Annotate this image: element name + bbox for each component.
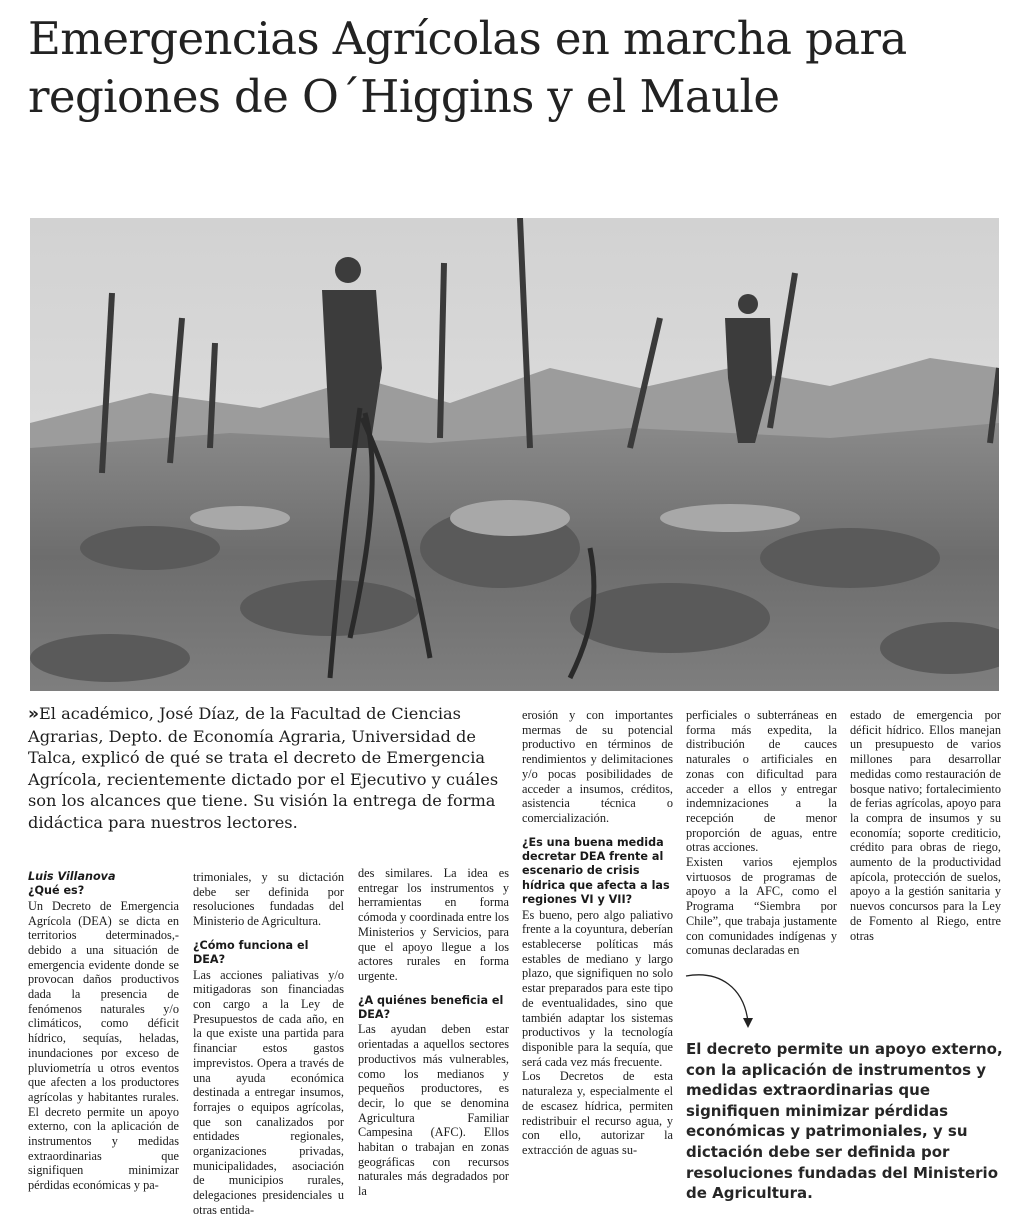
body-paragraph: perficiales o subterráneas en forma más expedita, la distribución de cauces naturales o artificiales en zonas con dificultad para acceder a ellos y entregar indemnizaciones a la recepción de menor proporción de aguas, entre otras acciones. — [686, 708, 837, 855]
lead-text: El académico, José Díaz, de la Facultad de Ciencias Agrarias, Depto. de Economía Agraria, Universidad de Talca, explicó de qué se trata el decreto de Emergencia Agrícola, recientemente dictado por el Ejecutivo y cuáles son los alcances que tiene. Su visión la entrega de forma didáctica para nuestros lectores. — [28, 704, 499, 832]
headline-line-2: regiones de O´Higgins y el Maule — [28, 70, 780, 123]
body-paragraph: Las acciones paliativas y/o mitigadoras son financiadas con cargo a la Ley de Presupuestos de cada año, en la que existe una partida para financiar estos gastos imprevistos. Opera a través de una ayuda económica destinada a entregar insumos, forrajes o equipos agrícolas, que son canalizados por entidades regionales, organizaciones privadas, municipalidades, asociación de municipios rurales, delegaciones presidenciales u otras entida- — [193, 967, 344, 1217]
article-column-2 — [193, 870, 344, 1218]
article-column-3 — [358, 866, 509, 1199]
body-paragraph: Es bueno, pero algo paliativo frente a la coyuntura, deberían establecerse políticas más estables de mediano y largo plazo, que signifiquen no solo estar preparados para este tipo de eventualidades, sino que también adaptar los sistemas productivos y la tecnología disponible para la sequía, que será cada vez más frecuente. — [522, 907, 673, 1069]
farm-field-photo — [30, 218, 999, 691]
pull-quote: El decreto permite un apoyo externo, con la aplicación de instrumentos y medidas extraordinarias que signifiquen minimizar pérdidas económicas y patrimoniales, y su dictación debe ser definida por resoluciones fundadas del Ministerio de Agricultura. — [686, 1040, 1003, 1203]
article-column-1 — [28, 870, 179, 1193]
body-paragraph: des similares. La idea es entregar los instrumentos y herramientas en forma cómoda y coordinada entre los Ministerios y Servicios, para que el apoyo llegue a los actores rurales en forma urgente. — [358, 866, 509, 983]
farm-field-photo-icon — [30, 218, 999, 691]
byline: Luis Villanova — [28, 870, 116, 883]
body-paragraph: erosión y con importantes mermas de su potencial productivo en términos de rendimientos y delimitaciones y/o pocas posibilidades de acceder a insumos, créditos, asistencia técnica o comercialización. — [522, 708, 673, 825]
headline — [28, 10, 1018, 126]
article-column-6 — [850, 708, 1001, 943]
body-paragraph: Existen varios ejemplos virtuosos de programas de apoyo a la AFC, como el Programa “Siembra por Chile”, que trabaja justamente con comunidades indígenas y comunas declaradas en — [686, 855, 837, 958]
body-paragraph: trimoniales, y su dictación debe ser definida por resoluciones fundadas del Ministerio de Agricultura. — [193, 870, 344, 929]
body-paragraph: Las ayudan deben estar orientadas a aquellos sectores productivos más vulnerables, como los medianos y pequeños productores, es decir, lo que se denomina Agricultura Familiar Campesina (AFC). Ellos habitan o trabajan en zonas geográficas con recursos naturales más degradados por la — [358, 1022, 509, 1199]
curved-arrow-icon — [680, 968, 770, 1034]
subheading-como-funciona: ¿Cómo funciona el DEA? — [193, 938, 309, 967]
subheading-es-una-buena-medida: ¿Es una buena medida decretar DEA frente al escenario de crisis hídrica que afecta a las regiones VI y VII? — [522, 835, 670, 907]
subheading-a-quienes-beneficia: ¿A quiénes beneficia el DEA? — [358, 993, 504, 1022]
lead-paragraph — [28, 703, 506, 834]
article-column-4 — [522, 708, 673, 1158]
body-paragraph: Un Decreto de Emergencia Agrícola (DEA) se dicta en territorios determinados,- debido a una situación de emergencia evidente donde se provocan daños productivos dada la presencia de fenómenos naturales y/o climáticos, como déficit hídrico, sequías, heladas, inundaciones por exceso de pluviometría u otros eventos que afecten a los productores agrícolas y habitantes rurales. El decreto permite un apoyo externo, con la aplicación de instrumentos y medidas extraordinarias que signifiquen minimizar pérdidas económicas y pa- — [28, 898, 179, 1193]
headline-line-1: Emergencias Agrícolas en marcha para — [28, 12, 907, 65]
article-column-5 — [686, 708, 837, 958]
lead-marker: » — [28, 704, 39, 724]
subheading-que-es: ¿Qué es? — [28, 884, 85, 898]
body-paragraph: estado de emergencia por déficit hídrico. Ellos manejan un presupuesto de varios millones para desarrollar medidas como restauración de bosque nativo; fortalecimiento de ferias agrícolas, apoyo para la compra de insumos y su economía; soporte crediticio, crédito para obras de riego, aumento de la productividad apícola, protección de suelos, apoyo a la gestión sanitaria y nuevos concursos para la Ley de Fomento al Riego, entre otras — [850, 708, 1001, 943]
body-paragraph: Los Decretos de esta naturaleza y, especialmente el de escasez hídrica, permiten redistribuir el recurso agua, y con ello, autorizar la extracción de aguas su- — [522, 1069, 673, 1157]
